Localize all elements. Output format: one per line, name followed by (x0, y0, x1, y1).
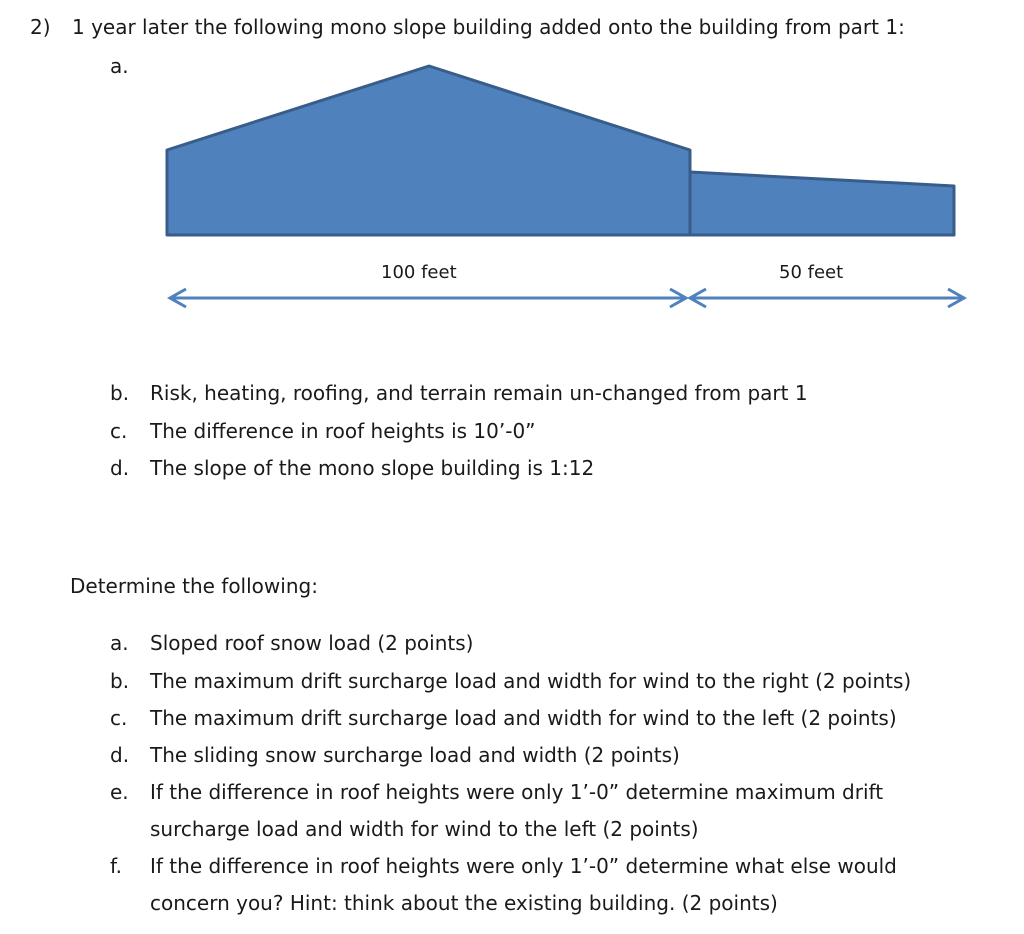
right-dimension-label: 50 feet (779, 262, 844, 283)
given-text-b: Risk, heating, roofing, and terrain remain un-changed from part 1 (150, 381, 808, 405)
determine-item-a-line-1: Sloped roof snow load (2 points) (150, 631, 474, 655)
determine-item-e-line-1: If the difference in roof heights were only 1’-0” determine maximum drift (150, 780, 884, 804)
determine-item-f-line-1: If the difference in roof heights were only 1’-0” determine what else would (150, 854, 897, 878)
left-dimension-arrow (170, 289, 686, 307)
determine-item-c-line-1: The maximum drift surcharge load and width for wind to the left (2 points) (150, 706, 897, 730)
determine-marker-d: d. (110, 743, 130, 767)
determine-item-e-line-2: surcharge load and width for wind to the left (2 points) (150, 817, 699, 841)
mono-slope-building (690, 172, 954, 235)
given-text-d: The slope of the mono slope building is 1:12 (150, 456, 595, 480)
determine-heading: Determine the following: (70, 574, 318, 598)
left-dimension-label: 100 feet (381, 262, 457, 283)
problem-statement: 1 year later the following mono slope building added onto the building from part 1: (72, 15, 905, 39)
given-marker-a: a. (110, 54, 129, 78)
determine-marker-e: e. (110, 780, 129, 804)
determine-marker-c: c. (110, 706, 128, 730)
building-elevation-diagram (0, 0, 1024, 340)
determine-marker-a: a. (110, 631, 129, 655)
problem-number: 2) (30, 15, 51, 39)
given-marker-d: d. (110, 456, 130, 480)
determine-marker-f: f. (110, 854, 122, 878)
right-dimension-arrow (690, 289, 964, 307)
determine-item-b-line-1: The maximum drift surcharge load and width for wind to the right (2 points) (150, 669, 912, 693)
given-text-c: The difference in roof heights is 10’-0” (150, 419, 536, 443)
determine-item-f-line-2: concern you? Hint: think about the existing building. (2 points) (150, 891, 778, 915)
given-marker-b: b. (110, 381, 130, 405)
existing-gable-building (167, 66, 690, 235)
given-marker-c: c. (110, 419, 128, 443)
determine-item-d-line-1: The sliding snow surcharge load and width (2 points) (150, 743, 680, 767)
determine-marker-b: b. (110, 669, 130, 693)
